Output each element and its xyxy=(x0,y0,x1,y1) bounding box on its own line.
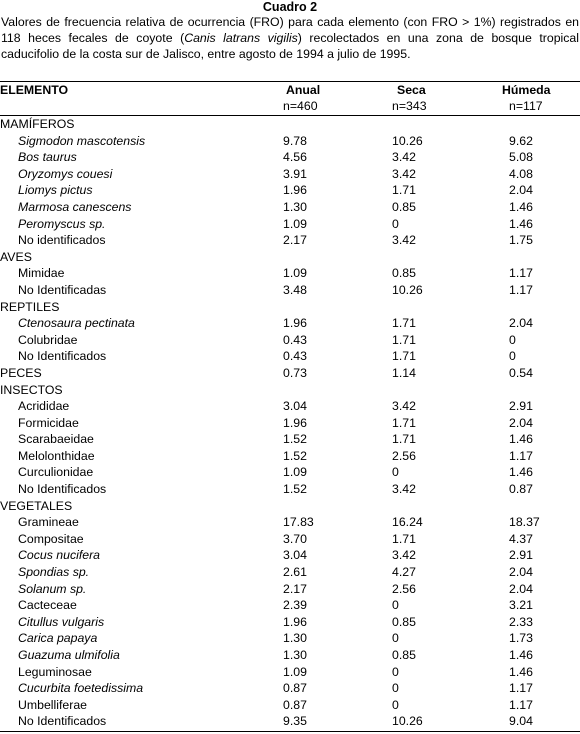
table-row xyxy=(0,647,580,664)
group-label: REPTILES xyxy=(0,299,60,314)
table-body xyxy=(0,116,580,730)
table-row xyxy=(0,398,580,415)
value-seca: 3.42 xyxy=(392,399,416,414)
element-name: Bos taurus xyxy=(18,150,77,165)
table-row xyxy=(0,431,580,448)
value-anual: 1.52 xyxy=(283,432,307,447)
table-row xyxy=(0,597,580,614)
value-seca: 16.24 xyxy=(392,515,423,530)
value-humeda: 1.73 xyxy=(509,631,533,646)
value-humeda: 3.21 xyxy=(509,598,533,613)
value-seca: 0.85 xyxy=(392,614,416,629)
table-header xyxy=(0,82,580,115)
table-row xyxy=(0,415,580,432)
value-seca: 10.26 xyxy=(392,282,423,297)
value-seca: 1.71 xyxy=(392,183,416,198)
table-group-row xyxy=(0,498,580,515)
table-row xyxy=(0,282,580,299)
table-row xyxy=(0,514,580,531)
value-anual: 3.70 xyxy=(283,531,307,546)
value-humeda: 9.04 xyxy=(509,714,533,729)
element-name: Leguminosae xyxy=(18,664,92,679)
caption-species-name: Canis latrans vigilis xyxy=(184,31,298,45)
value-humeda: 1.75 xyxy=(509,233,533,248)
value-seca: 3.42 xyxy=(392,233,416,248)
value-humeda: 1.46 xyxy=(509,216,533,231)
value-anual: 3.48 xyxy=(283,282,307,297)
value-humeda: 0.87 xyxy=(509,482,533,497)
element-name: Compositae xyxy=(18,531,84,546)
value-seca: 2.56 xyxy=(392,581,416,596)
value-humeda: 1.46 xyxy=(509,648,533,662)
value-anual: 1.96 xyxy=(283,316,307,331)
value-humeda: 1.46 xyxy=(509,465,533,480)
value-seca: 0.85 xyxy=(392,648,416,662)
element-name: Ctenosaura pectinata xyxy=(18,316,135,331)
group-label: INSECTOS xyxy=(0,382,63,397)
value-anual: 3.91 xyxy=(283,166,307,181)
value-anual: 1.96 xyxy=(283,183,307,198)
table-row xyxy=(0,332,580,349)
element-name: No Identificados xyxy=(18,349,107,364)
element-name: Solanum sp. xyxy=(18,581,87,596)
table-row xyxy=(0,166,580,183)
value-humeda: 9.62 xyxy=(509,133,533,148)
value-humeda: 18.37 xyxy=(509,515,540,530)
value-seca: 1.71 xyxy=(392,332,416,347)
table-row xyxy=(0,265,580,282)
value-anual: 2.39 xyxy=(283,598,307,613)
value-anual: 1.30 xyxy=(283,199,307,214)
element-name: Citullus vulgaris xyxy=(18,614,105,629)
value-humeda: 1.17 xyxy=(509,681,533,696)
element-name: Colubridae xyxy=(18,332,78,347)
table-row xyxy=(0,630,580,647)
value-humeda: 2.04 xyxy=(509,565,533,580)
table-group-row xyxy=(0,382,580,399)
value-anual: 2.61 xyxy=(283,565,307,580)
value-seca: 1.71 xyxy=(392,415,416,430)
header-humeda: Húmeda xyxy=(502,83,551,97)
value-anual: 3.04 xyxy=(283,548,307,563)
value-seca: 1.71 xyxy=(392,432,416,447)
value-seca: 0 xyxy=(392,697,399,712)
value-humeda: 0 xyxy=(509,349,516,364)
table-row xyxy=(0,448,580,465)
value-anual: 4.56 xyxy=(283,150,307,165)
table-row xyxy=(0,614,580,631)
value-seca: 0 xyxy=(392,664,399,679)
element-name: Guazuma ulmifolia xyxy=(18,648,120,662)
value-seca: 3.42 xyxy=(392,166,416,181)
value-seca: 1.71 xyxy=(392,316,416,331)
value-anual: 1.09 xyxy=(283,465,307,480)
element-name: Curculionidae xyxy=(18,465,94,480)
value-humeda: 2.04 xyxy=(509,581,533,596)
group-label: AVES xyxy=(0,249,32,264)
table-row xyxy=(0,133,580,150)
value-anual: 1.52 xyxy=(283,448,307,463)
table-row xyxy=(0,697,580,714)
element-name: Spondias sp. xyxy=(18,565,90,580)
table-row xyxy=(0,182,580,199)
value-seca: 10.26 xyxy=(392,714,423,729)
table-row xyxy=(0,216,580,233)
element-name: Cucurbita foetedissima xyxy=(18,681,144,696)
element-name: Acrididae xyxy=(18,399,70,414)
element-name: Scarabaeidae xyxy=(18,432,94,447)
value-anual: 1.96 xyxy=(283,415,307,430)
element-name: Sigmodon mascotensis xyxy=(18,133,146,148)
caption-text-end: ) recolectados en una zona de bosque tropical caducifolio de la costa sur de Jalisco, entre agosto de 1994 a julio de 1995. xyxy=(1,31,579,61)
table-title: Cuadro 2 xyxy=(262,0,318,14)
value-anual: 1.52 xyxy=(283,482,307,497)
table-row xyxy=(0,713,580,730)
value-seca: 0.85 xyxy=(392,199,416,214)
value-anual: 17.83 xyxy=(283,515,314,530)
value-anual: 1.09 xyxy=(283,266,307,281)
value-anual: 1.09 xyxy=(283,216,307,231)
value-seca: 1.71 xyxy=(392,349,416,364)
table-row xyxy=(0,348,580,365)
table-group-row xyxy=(0,365,580,382)
value-seca: 0 xyxy=(392,681,399,696)
value-seca: 0 xyxy=(392,216,399,231)
value-humeda: 2.04 xyxy=(509,183,533,198)
value-humeda: 2.04 xyxy=(509,415,533,430)
value-humeda: 0.54 xyxy=(509,365,533,380)
table-row xyxy=(0,581,580,598)
value-seca: 1.71 xyxy=(392,531,416,546)
value-seca: 0 xyxy=(392,631,399,646)
element-name: Oryzomys couesi xyxy=(18,166,113,181)
element-name: Gramineae xyxy=(18,515,79,530)
value-anual: 2.17 xyxy=(283,233,307,248)
table-row xyxy=(0,680,580,697)
element-name: Umbelliferae xyxy=(18,697,88,712)
header-n-seca: n=343 xyxy=(392,99,427,113)
table-row xyxy=(0,149,580,166)
value-humeda: 1.46 xyxy=(509,432,533,447)
table-caption xyxy=(0,14,580,78)
value-seca: 0 xyxy=(392,465,399,480)
group-label: VEGETALES xyxy=(0,498,73,513)
header-n-humeda: n=117 xyxy=(509,99,543,113)
value-humeda: 2.91 xyxy=(509,548,533,563)
value-humeda: 1.17 xyxy=(509,697,533,712)
element-name: No identificados xyxy=(18,233,106,248)
value-humeda: 1.17 xyxy=(509,448,533,463)
value-humeda: 5.08 xyxy=(509,150,533,165)
value-humeda: 1.17 xyxy=(509,266,533,281)
value-anual: 9.35 xyxy=(283,714,307,729)
value-humeda: 1.46 xyxy=(509,199,533,214)
value-anual: 9.78 xyxy=(283,133,307,148)
group-label: PECES xyxy=(0,365,42,380)
value-anual: 1.30 xyxy=(283,631,307,646)
header-elemento: ELEMENTO xyxy=(0,83,69,97)
table-row xyxy=(0,199,580,216)
caption-text-start: Valores de frecuencia relativa de ocurrencia (FRO) para cada elemento (con FRO > 1%) registrados en 118 heces fecales de coyote ( xyxy=(1,15,579,45)
element-name: Marmosa canescens xyxy=(18,199,132,214)
element-name: Melolonthidae xyxy=(18,448,95,463)
element-name: No Identificados xyxy=(18,714,107,729)
value-humeda: 2.33 xyxy=(509,614,533,629)
element-name: Carica papaya xyxy=(18,631,98,646)
value-anual: 2.17 xyxy=(283,581,307,596)
element-name: No Identificados xyxy=(18,482,107,497)
value-seca: 1.14 xyxy=(392,365,416,380)
header-anual: Anual xyxy=(286,83,321,97)
table-row xyxy=(0,531,580,548)
header-seca: Seca xyxy=(397,83,426,97)
element-name: No Identificadas xyxy=(18,282,107,297)
value-anual: 0.73 xyxy=(283,365,307,380)
value-humeda: 1.17 xyxy=(509,282,533,297)
table-row xyxy=(0,547,580,564)
value-humeda: 4.08 xyxy=(509,166,533,181)
table-group-row xyxy=(0,299,580,316)
value-seca: 4.27 xyxy=(392,565,416,580)
element-name: Mimidae xyxy=(18,266,65,281)
element-name: Cacteceae xyxy=(18,598,77,613)
table-row xyxy=(0,664,580,681)
group-label: MAMÍFEROS xyxy=(0,117,75,131)
element-name: Formicidae xyxy=(18,415,79,430)
value-humeda: 0 xyxy=(509,332,516,347)
element-name: Cocus nucifera xyxy=(18,548,101,563)
table-group-row xyxy=(0,116,580,133)
element-name: Liomys pictus xyxy=(18,183,93,198)
value-anual: 0.87 xyxy=(283,697,307,712)
table-row xyxy=(0,464,580,481)
value-seca: 10.26 xyxy=(392,133,423,148)
table-bottom-rule xyxy=(0,731,580,732)
value-humeda: 4.37 xyxy=(509,531,533,546)
value-anual: 0.43 xyxy=(283,349,307,364)
table-row xyxy=(0,564,580,581)
value-anual: 1.30 xyxy=(283,648,307,662)
value-seca: 0.85 xyxy=(392,266,416,281)
value-anual: 1.09 xyxy=(283,664,307,679)
value-seca: 2.56 xyxy=(392,448,416,463)
value-seca: 3.42 xyxy=(392,482,416,497)
value-seca: 3.42 xyxy=(392,548,416,563)
header-n-anual: n=460 xyxy=(283,99,318,113)
value-anual: 3.04 xyxy=(283,399,307,414)
table-row xyxy=(0,481,580,498)
value-humeda: 1.46 xyxy=(509,664,533,679)
value-humeda: 2.91 xyxy=(509,399,533,414)
table-row xyxy=(0,315,580,332)
value-seca: 3.42 xyxy=(392,150,416,165)
element-name: Peromyscus sp. xyxy=(18,216,106,231)
value-anual: 0.43 xyxy=(283,332,307,347)
value-anual: 1.96 xyxy=(283,614,307,629)
value-humeda: 2.04 xyxy=(509,316,533,331)
value-anual: 0.87 xyxy=(283,681,307,696)
value-seca: 0 xyxy=(392,598,399,613)
table-group-row xyxy=(0,249,580,266)
table-row xyxy=(0,232,580,249)
